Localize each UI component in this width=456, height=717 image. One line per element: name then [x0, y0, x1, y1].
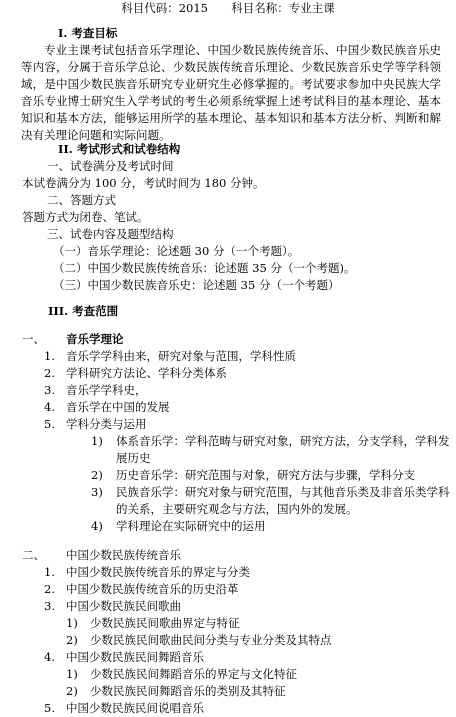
subitem-number: 2) — [66, 633, 78, 647]
subitem-text: 少数民族民间舞蹈音乐的界定与文化特征 — [90, 667, 297, 681]
section-1-title: I. 考查目标 — [58, 26, 118, 40]
subitem-text: 体系音乐学：学科范畴与研究对象，研究方法，分支学科，学科发 — [116, 434, 450, 448]
structure-item: （二）中国少数民族传统音乐：论述题 35 分（一个考题)。 — [53, 261, 356, 275]
subject-name: 科目名称：专业主课 — [231, 1, 335, 15]
subitem-text: 少数民族民间歌曲界定与特征 — [90, 616, 240, 630]
subitem-text: 少数民族民间舞蹈音乐的类别及其特征 — [90, 684, 286, 698]
item-number: 1. — [44, 565, 55, 579]
subject-code: 科目代码：2015 — [121, 1, 208, 15]
subitem-text: 民族音乐学：研究对象与研究范围，与其他音乐类及非音乐类学科 — [116, 485, 450, 499]
item-text: 音乐学学科由来，研究对象与范围，学科性质 — [66, 349, 296, 363]
item-number: 5. — [44, 701, 55, 715]
subitem-number: 1) — [91, 434, 103, 448]
subitem-number: 4) — [91, 519, 103, 533]
page-header — [0, 0, 456, 17]
item-text: 中国少数民族民间歌曲 — [66, 599, 181, 613]
structure-item: （三）中国少数民族音乐史：论述题 35 分（一个考题） — [53, 278, 340, 292]
item-text: 中国少数民族民间舞蹈音乐 — [66, 650, 204, 664]
item-number: 4. — [44, 400, 55, 414]
item-number: 3. — [44, 383, 55, 397]
answer-method-text: 答题方式为闭卷、笔试。 — [22, 210, 149, 224]
subitem-text: 学科理论在实际研究中的运用 — [116, 519, 266, 533]
part-2-number: 二、 — [22, 548, 45, 562]
structure-item: （一）音乐学理论：论述题 30 分（一个考题）。 — [53, 244, 300, 258]
item-text: 学科研究方法论、学科分类体系 — [66, 366, 227, 380]
item-text: 中国少数民族民间说唱音乐 — [66, 701, 204, 715]
subitem-text-cont: 的关系，主要研究观念与方法，国内外的发展。 — [116, 502, 358, 516]
section-1-paragraph: 专业主课考试包括音乐学理论、中国少数民族传统音乐、中国少数民族音乐史等内容，分属于音乐学总论、少数民族传统音乐理论、少数民族音乐史学等学科领域，是中国少数民族音乐研究专业研究生必修掌握的。考试要求参加中央民族大学音乐专业博士研究生入学考试的考生必须系统掌握上述考试科目的基本理论、基本知识和基本方法，能够运用所学的基本理论、基本知识和基本方法分析、判断和解决有关理论问题和实际问题。 — [21, 43, 441, 142]
subitem-number: 1) — [66, 667, 78, 681]
subitem-number: 2) — [66, 684, 78, 698]
subitem-text: 历史音乐学：研究范围与对象，研究方法与步骤，学科分支 — [116, 468, 415, 482]
item-number: 1. — [44, 349, 55, 363]
subitem-number: 2) — [91, 468, 103, 482]
item-number: 2. — [44, 582, 55, 596]
item-text: 中国少数民族传统音乐的历史沿革 — [66, 582, 239, 596]
item-text: 音乐学在中国的发展 — [66, 400, 170, 414]
part-1-title: 音乐学理论 — [66, 332, 124, 346]
section-3-title: III. 考查范围 — [48, 304, 119, 318]
part-1-number: 一、 — [22, 332, 45, 346]
item-text: 中国少数民族传统音乐的界定与分类 — [66, 565, 250, 579]
section-2-title: II. 考试形式和试卷结构 — [58, 142, 181, 156]
subitem-text: 少数民族民间歌曲民间分类与专业分类及其特点 — [90, 633, 332, 647]
part-2-title: 中国少数民族传统音乐 — [66, 548, 181, 562]
item-number: 4. — [44, 650, 55, 664]
item-number: 2. — [44, 366, 55, 380]
paper-structure-heading: 三、试卷内容及题型结构 — [47, 227, 174, 241]
item-text: 学科分类与运用 — [66, 417, 147, 431]
subitem-text-cont: 展历史 — [116, 451, 151, 465]
item-number: 3. — [44, 599, 55, 613]
subitem-number: 1) — [66, 616, 78, 630]
exam-score-heading: 一、试卷满分及考试时间 — [47, 159, 174, 173]
answer-method-heading: 二、答题方式 — [47, 193, 116, 207]
item-text: 音乐学学科史， — [66, 383, 147, 397]
item-number: 5. — [44, 417, 55, 431]
exam-score-text: 本试卷满分为 100 分，考试时间为 180 分钟。 — [22, 176, 265, 190]
subitem-number: 3) — [91, 485, 103, 499]
